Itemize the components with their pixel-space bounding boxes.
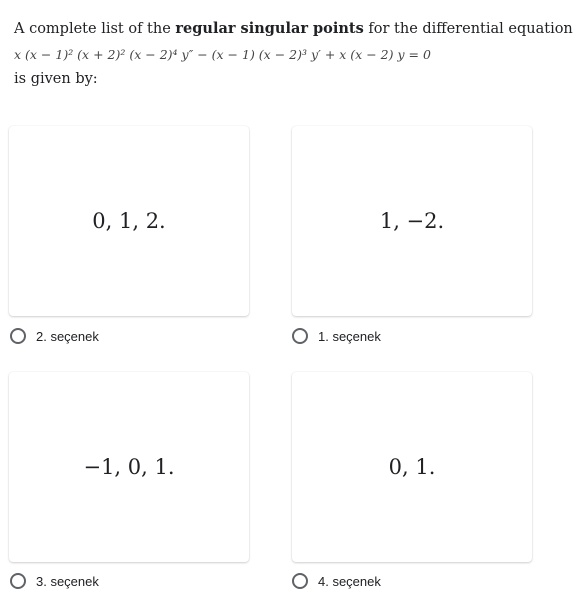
option-card-4[interactable] (292, 372, 532, 562)
option-label: 1. seçenek (318, 328, 381, 344)
option-card-1[interactable] (9, 126, 249, 316)
question-bold-term: regular singular points (175, 20, 364, 37)
radio-button-icon[interactable] (10, 328, 26, 344)
option-value: 0, 1. (388, 455, 436, 479)
question-suffix: for the differential equation (363, 21, 573, 37)
option-value: 1, −2. (379, 209, 445, 233)
question-text (14, 18, 573, 90)
differential-equation: x (x − 1)² (x + 2)² (x − 2)⁴ y″ − (x − 1) (x − 2)³ y′ + x (x − 2) y = 0 (14, 47, 431, 62)
option-radio-4[interactable] (292, 573, 381, 589)
option-value: −1, 0, 1. (83, 455, 175, 479)
radio-button-icon[interactable] (292, 573, 308, 589)
radio-button-icon[interactable] (10, 573, 26, 589)
option-radio-2[interactable] (292, 328, 381, 344)
question-line (14, 18, 573, 40)
question-closing: is given by: (14, 71, 98, 87)
option-radio-1[interactable] (10, 328, 99, 344)
option-value: 0, 1, 2. (92, 209, 166, 233)
option-card-2[interactable] (292, 126, 532, 316)
radio-button-icon[interactable] (292, 328, 308, 344)
option-label: 4. seçenek (318, 573, 381, 589)
question-prefix: A complete list of the (14, 21, 176, 37)
option-label: 2. seçenek (36, 328, 99, 344)
option-radio-3[interactable] (10, 573, 99, 589)
option-label: 3. seçenek (36, 573, 99, 589)
option-card-3[interactable] (9, 372, 249, 562)
